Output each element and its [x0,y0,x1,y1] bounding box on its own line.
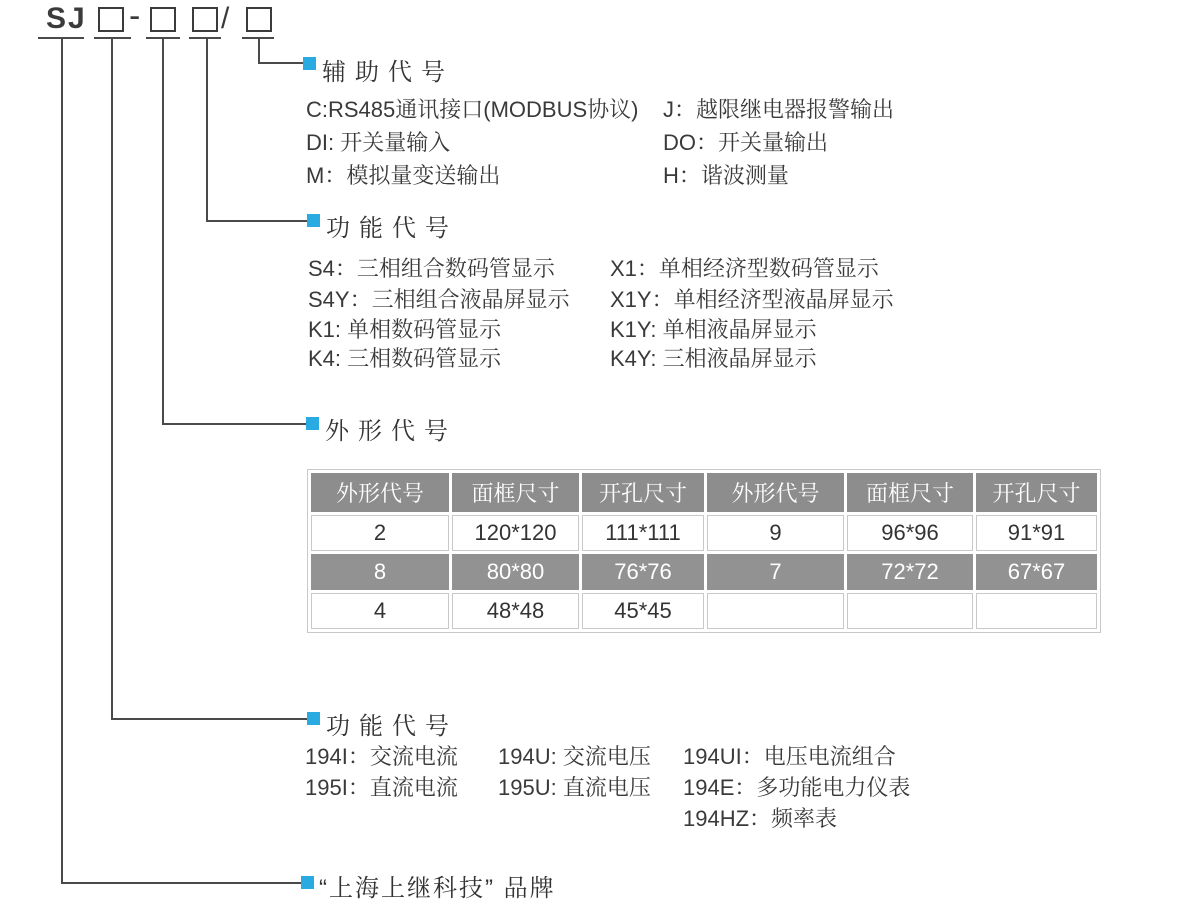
connector-brand-horizontal [61,882,301,884]
display-code-item: S4Y：三相组合液晶屏显示 [308,287,570,312]
display-code-item: K1: 单相数码管显示 [308,317,502,342]
auxiliary-item: M：模拟量变送输出 [306,163,501,188]
column-header: 面框尺寸 [452,473,579,512]
dash-separator: - [129,0,141,35]
table-cell [847,593,973,629]
auxiliary-item: J：越限继电器报警输出 [663,97,895,122]
table-cell: 45*45 [582,593,704,629]
function-code-item: 195U: 直流电压 [498,775,651,800]
table-cell: 2 [311,515,449,551]
display-code-item: S4：三相组合数码管显示 [308,256,555,281]
function-code-item: 194I：交流电流 [305,744,458,769]
connector-shape-horizontal [162,423,306,425]
table-cell [707,593,844,629]
connector-shape-vertical [162,37,164,425]
tick-bar-box3 [189,37,221,39]
model-box-2 [150,7,176,32]
auxiliary-item: C:RS485通讯接口(MODBUS协议) [306,97,639,122]
slash-separator: / [221,2,230,35]
connector-function-vertical [111,37,113,720]
table-cell: 96*96 [847,515,973,551]
table-row [311,593,1097,629]
connector-display-vertical [206,37,208,222]
display-code-bullet-icon [307,214,320,227]
auxiliary-item: DI: 开关量输入 [306,130,451,155]
display-code-item: X1：单相经济型数码管显示 [610,256,879,281]
function-code-item: 194U: 交流电压 [498,744,651,769]
table-row-highlighted [311,554,1097,590]
column-header: 开孔尺寸 [582,473,704,512]
display-code-item: K4: 三相数码管显示 [308,346,502,371]
display-code-title: 功能代号 [326,215,458,242]
auxiliary-item: H：谐波测量 [663,163,789,188]
shape-code-table [307,469,1101,633]
brand-bullet-icon [301,876,314,889]
column-header: 面框尺寸 [847,473,973,512]
connector-function-horizontal [111,718,307,720]
display-code-item: K4Y: 三相液晶屏显示 [610,346,817,371]
connector-auxiliary-horizontal [258,62,303,64]
connector-brand-vertical [61,37,63,884]
table-cell: 7 [707,554,844,590]
model-prefix: SJ [46,2,87,35]
table-cell: 8 [311,554,449,590]
table-cell: 9 [707,515,844,551]
display-code-item: K1Y: 单相液晶屏显示 [610,317,817,342]
function-code-item: 195I：直流电流 [305,775,458,800]
column-header: 外形代号 [707,473,844,512]
model-box-4 [246,7,272,32]
connector-display-horizontal [206,220,307,222]
table-row [311,515,1097,551]
auxiliary-title: 辅助代号 [322,59,454,86]
function-code-item: 194E：多功能电力仪表 [683,775,911,800]
function-code-bullet-icon [307,712,320,725]
connector-auxiliary-vertical [258,37,260,64]
column-header: 外形代号 [311,473,449,512]
display-code-item: X1Y：单相经济型液晶屏显示 [610,287,894,312]
table-cell: 80*80 [452,554,579,590]
model-box-3 [192,7,218,32]
auxiliary-bullet-icon [303,57,316,70]
table-cell: 72*72 [847,554,973,590]
table-cell: 67*67 [976,554,1097,590]
function-code-title: 功能代号 [326,713,458,740]
table-cell: 48*48 [452,593,579,629]
brand-title: “上海上继科技” 品牌 [319,875,556,902]
shape-code-title: 外形代号 [325,418,457,445]
auxiliary-item: DO：开关量输出 [663,130,829,155]
table-cell: 4 [311,593,449,629]
table-header-row [311,473,1097,512]
function-code-item: 194UI：电压电流组合 [683,744,896,769]
column-header: 开孔尺寸 [976,473,1097,512]
table-cell: 76*76 [582,554,704,590]
shape-code-bullet-icon [306,417,319,430]
table-cell: 120*120 [452,515,579,551]
model-box-1 [98,7,124,32]
table-cell: 91*91 [976,515,1097,551]
function-code-item: 194HZ：频率表 [683,806,838,831]
table-cell [976,593,1097,629]
table-cell: 111*111 [582,515,704,551]
